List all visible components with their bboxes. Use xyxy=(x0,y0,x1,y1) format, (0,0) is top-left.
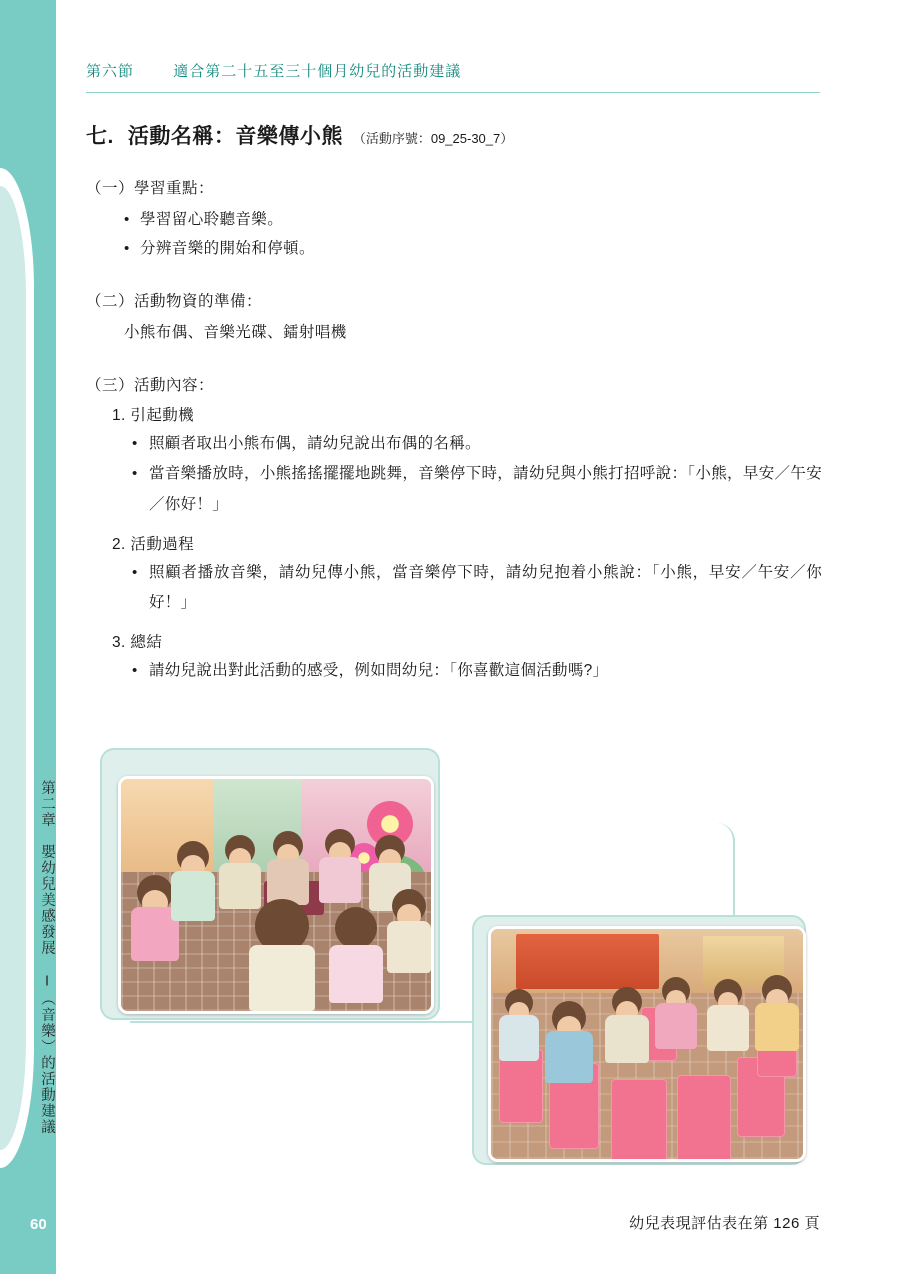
page-title xyxy=(86,120,822,150)
list-item: • 照顧者播放音樂，請幼兒傳小熊，當音樂停下時，請幼兒抱着小熊說：「小熊，早安／午安／你好！」 xyxy=(132,558,822,618)
pink-chair xyxy=(677,1075,731,1162)
main-content xyxy=(86,120,822,687)
footer-note: 幼兒表現評估表在第 126 頁 xyxy=(629,1215,820,1232)
child-figure xyxy=(653,977,699,1049)
child-figure xyxy=(247,899,317,1011)
child-body xyxy=(545,1031,593,1083)
section-title: 適合第二十五至三十個月幼兒的活動建議 xyxy=(173,63,462,80)
page-number: 60 xyxy=(30,1216,47,1233)
red-cabinet xyxy=(516,934,660,989)
list-item: • 請幼兒說出對此活動的感受，例如問幼兒：「你喜歡這個活動嗎?」 xyxy=(132,656,822,686)
materials-text: 小熊布偶、音樂光碟、鐳射唱機 xyxy=(124,324,347,342)
photo-children-on-pink-chairs xyxy=(488,926,806,1162)
section-learning-focus xyxy=(86,176,822,263)
child-figure xyxy=(705,979,751,1051)
activity-title-text: 活動名稱：音樂傳小熊 xyxy=(127,125,343,148)
child-body xyxy=(755,1003,799,1051)
sidebar-mint-arc xyxy=(0,186,26,1150)
list-item: • 學習留心聆聽音樂。 xyxy=(124,206,822,235)
step-bullets xyxy=(112,429,822,520)
chapter-vertical-label: 第二章 嬰幼兒美感發展 I（音樂）的活動建議 xyxy=(39,780,55,1135)
header-divider xyxy=(86,92,820,93)
child-figure xyxy=(497,989,541,1061)
list-item xyxy=(112,403,822,520)
section-header xyxy=(86,60,461,81)
child-figure xyxy=(327,907,385,1003)
section-label: （三）活動內容： xyxy=(86,377,215,395)
child-head xyxy=(335,907,377,949)
section-label: （二）活動物資的準備： xyxy=(86,293,263,311)
child-figure xyxy=(603,987,651,1063)
pink-chair xyxy=(611,1079,667,1162)
child-body xyxy=(387,921,431,973)
child-body xyxy=(499,1015,539,1061)
list-item: • 分辨音樂的開始和停頓。 xyxy=(124,235,822,264)
section-procedure xyxy=(86,373,822,686)
child-figure xyxy=(543,1001,595,1083)
step-heading: 1. 引起動機 xyxy=(112,407,195,425)
procedure-steps xyxy=(86,403,822,686)
list-item: • 當音樂播放時，小熊搖搖擺擺地跳舞，音樂停下時，請幼兒與小熊打招呼說：「小熊，早安／午安／你好！」 xyxy=(132,459,822,519)
step-heading: 2. 活動過程 xyxy=(112,535,195,553)
activity-code: （活動序號：09_25-30_7） xyxy=(352,131,514,146)
child-figure xyxy=(169,841,217,921)
child-figure xyxy=(753,975,801,1051)
section-label: （一）學習重點： xyxy=(86,180,215,197)
child-body xyxy=(249,945,315,1011)
child-body xyxy=(329,945,383,1003)
step-bullets xyxy=(112,656,822,686)
child-body xyxy=(171,871,215,921)
list-item xyxy=(112,532,822,618)
child-figure xyxy=(317,829,363,903)
list-item: • 照顧者取出小熊布偶，請幼兒說出布偶的名稱。 xyxy=(132,429,822,459)
child-body xyxy=(707,1005,749,1051)
activity-index: 七. xyxy=(86,125,114,148)
child-figure xyxy=(385,889,433,973)
section-number: 第六節 xyxy=(86,63,135,80)
learning-focus-list xyxy=(86,206,822,263)
child-figure xyxy=(217,835,263,909)
child-figure xyxy=(265,831,311,905)
child-body xyxy=(319,857,361,903)
photo-children-sitting-on-carpet xyxy=(118,776,434,1014)
photo-collage xyxy=(100,748,820,1178)
section-materials xyxy=(86,289,822,347)
step-heading: 3. 總結 xyxy=(112,634,163,652)
step-bullets xyxy=(112,558,822,618)
list-item xyxy=(112,630,822,686)
child-body xyxy=(605,1015,649,1063)
child-body xyxy=(655,1003,697,1049)
